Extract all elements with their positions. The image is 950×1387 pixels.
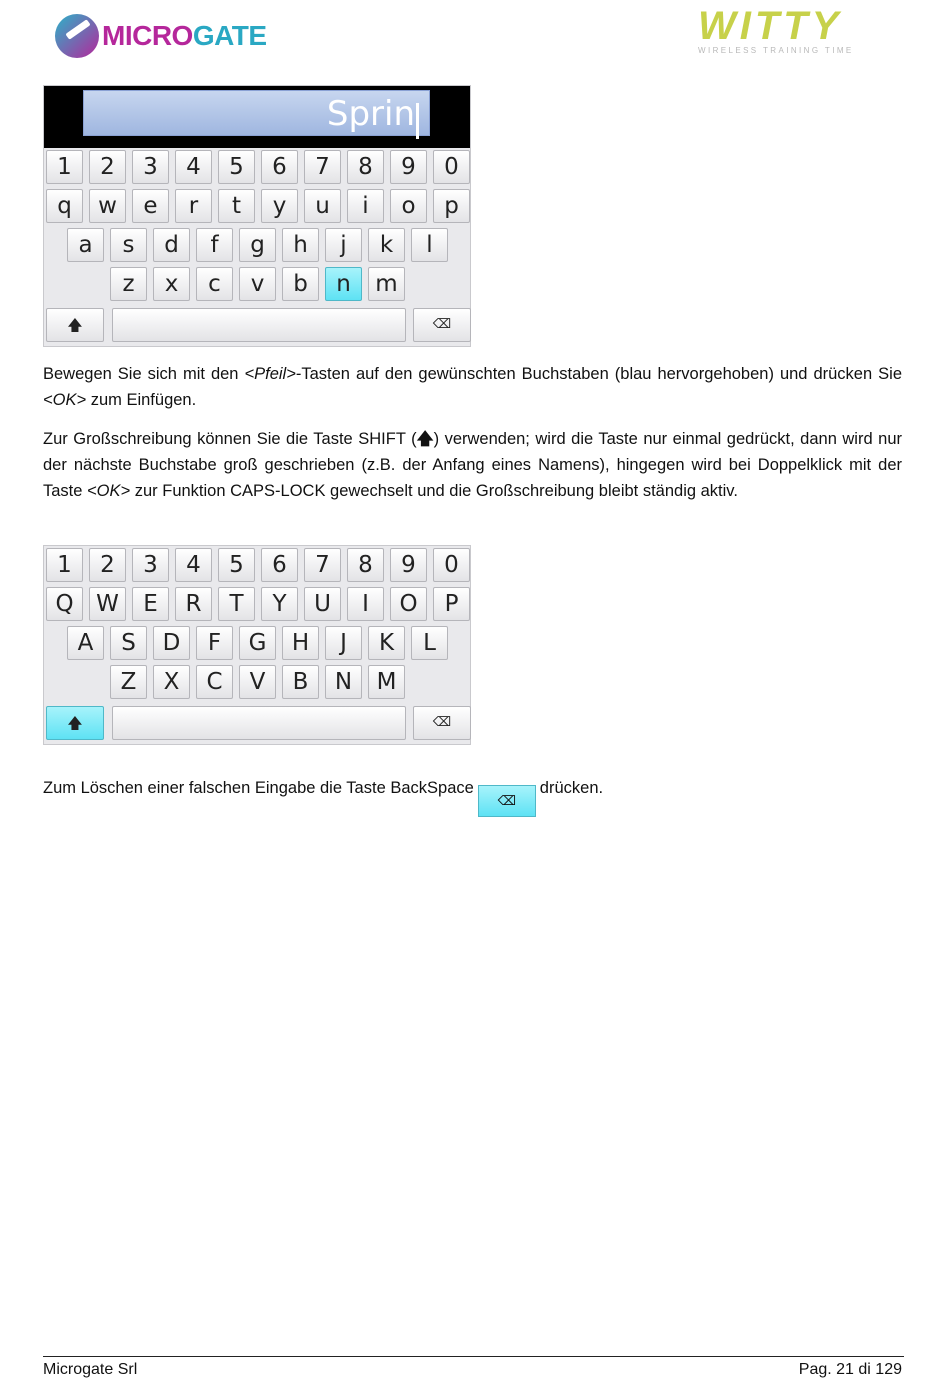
witty-logo-word: WITTY: [698, 4, 843, 48]
key-b[interactable]: b: [282, 267, 319, 301]
key-3[interactable]: 3: [132, 150, 169, 184]
key-6[interactable]: 6: [261, 548, 298, 582]
key-m[interactable]: m: [368, 267, 405, 301]
microgate-logo-text: MICROGATE: [102, 20, 267, 51]
key-q[interactable]: q: [46, 189, 83, 223]
shift-up-arrow-icon: 🡅: [416, 430, 434, 448]
backspace-key[interactable]: ⌫: [413, 308, 471, 342]
key-s[interactable]: S: [110, 626, 147, 660]
key-t[interactable]: t: [218, 189, 255, 223]
shift-key[interactable]: 🡅: [46, 706, 104, 740]
key-d[interactable]: d: [153, 228, 190, 262]
footer-company: Microgate Srl: [43, 1361, 138, 1378]
key-u[interactable]: u: [304, 189, 341, 223]
key-7[interactable]: 7: [304, 548, 341, 582]
instruction-paragraph-3: Zum Löschen einer falschen Eingabe die Taste BackSpace⌫drücken.: [43, 775, 902, 817]
entry-field[interactable]: [83, 90, 430, 136]
space-key[interactable]: [112, 706, 406, 740]
key-g[interactable]: G: [239, 626, 276, 660]
entry-bar: [44, 86, 470, 148]
key-k[interactable]: k: [368, 228, 405, 262]
key-o[interactable]: O: [390, 587, 427, 621]
key-q[interactable]: Q: [46, 587, 83, 621]
key-v[interactable]: V: [239, 665, 276, 699]
key-n[interactable]: N: [325, 665, 362, 699]
key-p[interactable]: P: [433, 587, 470, 621]
key-6[interactable]: 6: [261, 150, 298, 184]
text-caret: [416, 103, 419, 139]
key-c[interactable]: C: [196, 665, 233, 699]
key-b[interactable]: B: [282, 665, 319, 699]
key-r[interactable]: R: [175, 587, 212, 621]
key-x[interactable]: X: [153, 665, 190, 699]
key-5[interactable]: 5: [218, 150, 255, 184]
key-5[interactable]: 5: [218, 548, 255, 582]
key-n[interactable]: n: [325, 267, 362, 301]
key-z[interactable]: z: [110, 267, 147, 301]
key-e[interactable]: e: [132, 189, 169, 223]
key-l[interactable]: L: [411, 626, 448, 660]
key-2[interactable]: 2: [89, 150, 126, 184]
key-j[interactable]: j: [325, 228, 362, 262]
key-h[interactable]: H: [282, 626, 319, 660]
key-y[interactable]: Y: [261, 587, 298, 621]
key-0[interactable]: 0: [433, 548, 470, 582]
witty-logo-tagline: WIRELESS TRAINING TIME: [698, 46, 854, 55]
backspace-icon: ⌫: [478, 785, 536, 817]
key-e[interactable]: E: [132, 587, 169, 621]
key-r[interactable]: r: [175, 189, 212, 223]
key-4[interactable]: 4: [175, 548, 212, 582]
key-8[interactable]: 8: [347, 548, 384, 582]
key-j[interactable]: J: [325, 626, 362, 660]
keyboard-screenshot-uppercase: [43, 545, 471, 745]
footer-rule: [43, 1356, 904, 1357]
shift-key[interactable]: 🡅: [46, 308, 104, 342]
key-m[interactable]: M: [368, 665, 405, 699]
key-a[interactable]: a: [67, 228, 104, 262]
space-key[interactable]: [112, 308, 406, 342]
witty-logo: [698, 6, 912, 55]
instruction-paragraph-1: Bewegen Sie sich mit den <Pfeil>-Tasten auf den gewünschten Buchstaben (blau hervorgehoben) und drücken Sie <OK> zum Einfügen.: [43, 365, 902, 409]
key-w[interactable]: W: [89, 587, 126, 621]
microgate-logo-icon: [55, 14, 99, 58]
key-2[interactable]: 2: [89, 548, 126, 582]
key-9[interactable]: 9: [390, 548, 427, 582]
key-i[interactable]: i: [347, 189, 384, 223]
key-k[interactable]: K: [368, 626, 405, 660]
key-4[interactable]: 4: [175, 150, 212, 184]
entry-text: Sprin: [326, 94, 415, 134]
key-8[interactable]: 8: [347, 150, 384, 184]
key-c[interactable]: c: [196, 267, 233, 301]
key-1[interactable]: 1: [46, 150, 83, 184]
key-i[interactable]: I: [347, 587, 384, 621]
key-y[interactable]: y: [261, 189, 298, 223]
key-g[interactable]: g: [239, 228, 276, 262]
key-p[interactable]: p: [433, 189, 470, 223]
key-t[interactable]: T: [218, 587, 255, 621]
key-u[interactable]: U: [304, 587, 341, 621]
key-9[interactable]: 9: [390, 150, 427, 184]
key-h[interactable]: h: [282, 228, 319, 262]
key-7[interactable]: 7: [304, 150, 341, 184]
keyboard-screenshot-lowercase: [43, 85, 471, 347]
instruction-paragraph-2: Zur Großschreibung können Sie die Taste SHIFT (🡅) verwenden; wird die Taste nur einmal gedrückt, dann wird nur der nächste Buchstabe groß geschrieben (z.B. der Anfang eines Namens), hingegen wird bei Doppelklick mit der Taste <OK> zur Funktion CAPS-LOCK gewechselt und die Großschreibung bleibt ständig aktiv.: [43, 430, 902, 500]
key-v[interactable]: v: [239, 267, 276, 301]
key-3[interactable]: 3: [132, 548, 169, 582]
key-z[interactable]: Z: [110, 665, 147, 699]
footer-page-number: Pag. 21 di 129: [798, 1361, 902, 1378]
key-f[interactable]: f: [196, 228, 233, 262]
key-0[interactable]: 0: [433, 150, 470, 184]
key-f[interactable]: F: [196, 626, 233, 660]
key-1[interactable]: 1: [46, 548, 83, 582]
key-x[interactable]: x: [153, 267, 190, 301]
microgate-logo: [55, 13, 267, 59]
key-l[interactable]: l: [411, 228, 448, 262]
backspace-key[interactable]: ⌫: [413, 706, 471, 740]
key-s[interactable]: s: [110, 228, 147, 262]
key-a[interactable]: A: [67, 626, 104, 660]
key-w[interactable]: w: [89, 189, 126, 223]
key-o[interactable]: o: [390, 189, 427, 223]
key-d[interactable]: D: [153, 626, 190, 660]
